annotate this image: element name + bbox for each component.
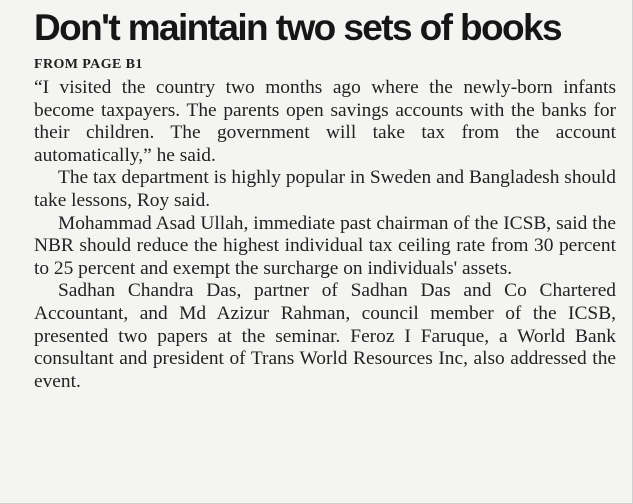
headline: Don't maintain two sets of books [34, 7, 562, 48]
continued-from-label: FROM PAGE B1 [34, 57, 143, 72]
paragraph-quote: “I visited the country two months ago where the newly-born infants become taxpayers. The parents open savings accounts with the banks for their children. The government will take tax from the account automatically,” he said. [34, 77, 616, 166]
article-body [34, 77, 616, 393]
paragraph-presenters: Sadhan Chandra Das, partner of Sadhan Das and Co Chartered Accountant, and Md Azizur Rahman, council member of the ICSB, presented two papers at the seminar. Feroz I Faruque, a World Bank consultant and president of Trans World Resources Inc, also addressed the event. [34, 280, 616, 392]
paragraph-asad-ullah: Mohammad Asad Ullah, immediate past chairman of the ICSB, said the NBR should reduce the highest individual tax ceiling rate from 30 percent to 25 percent and exempt the surcharge on individuals' assets. [34, 212, 616, 279]
paragraph-tax-department: The tax department is highly popular in Sweden and Bangladesh should take lessons, Roy said. [34, 167, 616, 211]
